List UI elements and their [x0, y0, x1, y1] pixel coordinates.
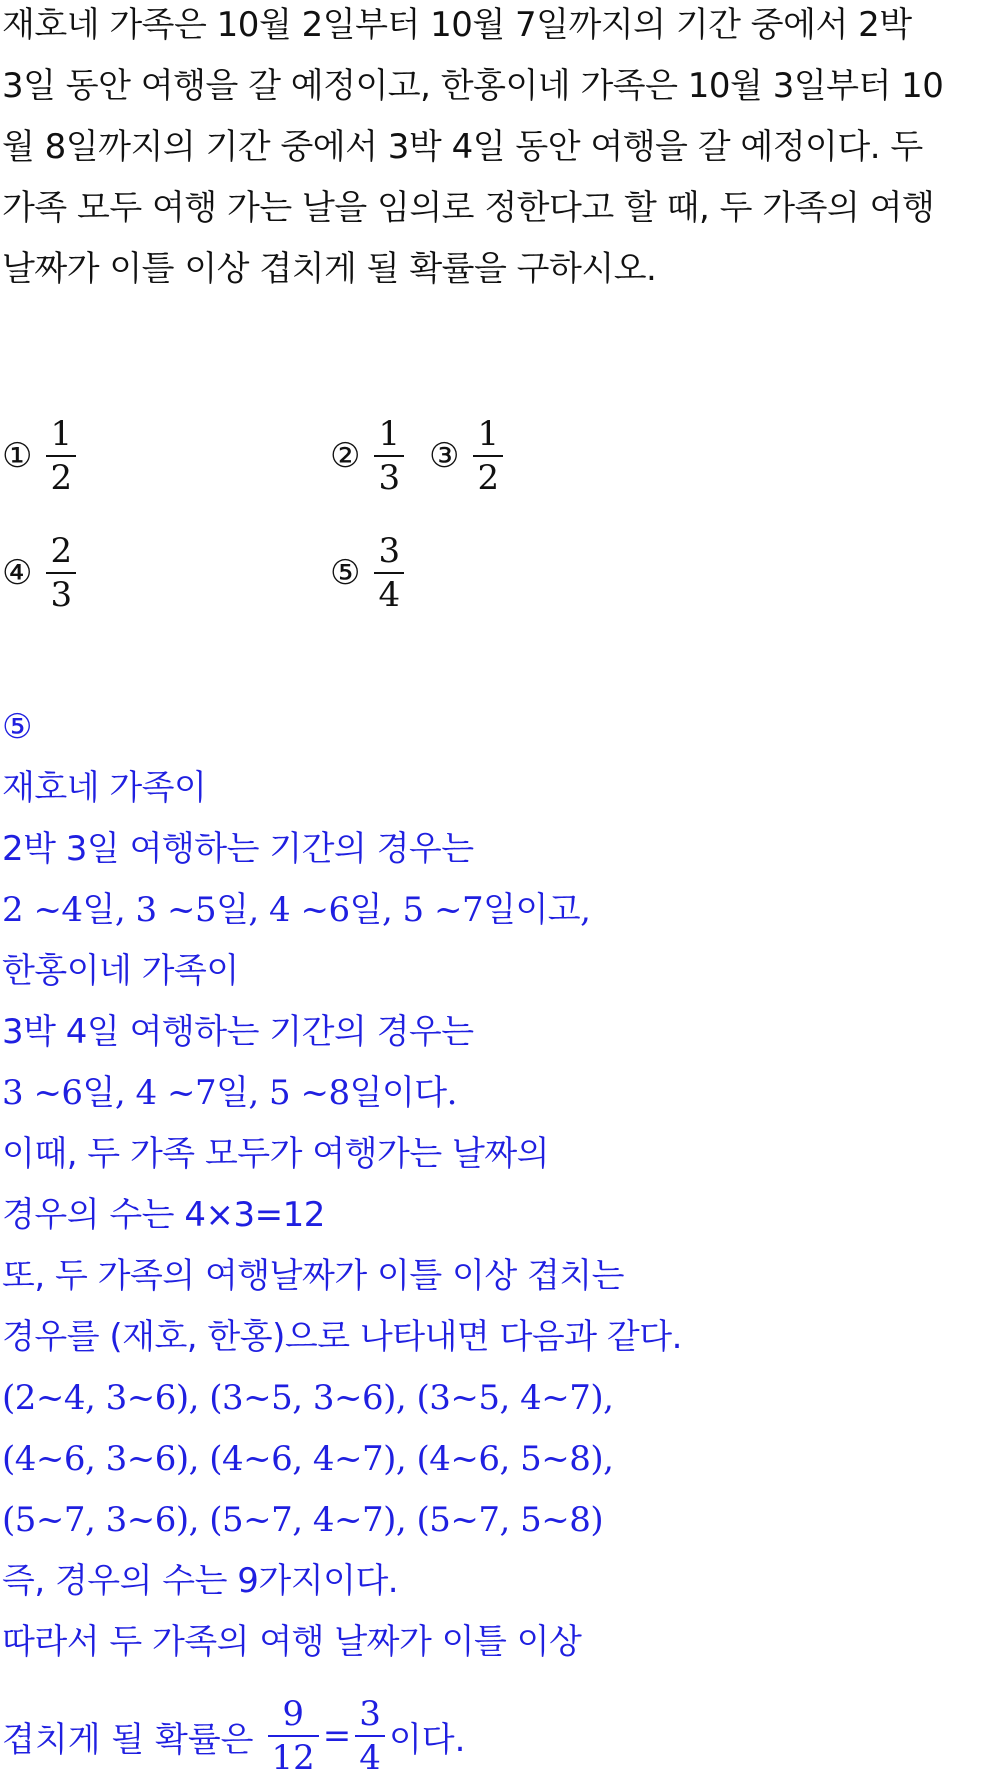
final-fraction-2 [355, 1693, 385, 1779]
solution-line: (4~6, 3~6), (4~6, 4~7), (4~6, 5~8), [2, 1439, 614, 1479]
solution-line: 이때, 두 가족 모두가 여행가는 날짜의 [2, 1134, 550, 1174]
question-line: 3일 동안 여행을 갈 예정이고, 한홍이네 가족은 10월 3일부터 10 [2, 66, 944, 106]
solution-line: 따라서 두 가족의 여행 날짜가 이틀 이상 [2, 1622, 582, 1662]
choice-fraction [473, 413, 503, 499]
fraction-denominator: 3 [378, 458, 401, 498]
answer-marker: ⑤ [2, 707, 32, 747]
solution-line: 3 ~6일, 4 ~7일, 5 ~8일이다. [2, 1073, 457, 1113]
solution-line: (5~7, 3~6), (5~7, 4~7), (5~7, 5~8) [2, 1500, 604, 1540]
solution-line: 또, 두 가족의 여행날짜가 이틀 이상 겹치는 [2, 1256, 624, 1296]
choice-marker: ① [2, 436, 33, 476]
final-suffix: 이다. [388, 1719, 466, 1760]
equals-sign: = [322, 1716, 352, 1756]
question-text [2, 0, 992, 305]
fraction-denominator: 4 [378, 575, 401, 615]
choice-fraction [374, 413, 404, 499]
choice-marker: ② [330, 436, 361, 476]
choice-3[interactable] [429, 413, 503, 499]
choice-5[interactable] [330, 530, 404, 616]
question-line: 월 8일까지의 기간 중에서 3박 4일 동안 여행을 갈 예정이다. 두 [2, 127, 923, 167]
fraction-numerator: 2 [50, 531, 73, 571]
solution-line: 2박 3일 여행하는 기간의 경우는 [2, 829, 474, 869]
solution-line: 즉, 경우의 수는 9가지이다. [2, 1561, 399, 1601]
fraction-numerator: 3 [359, 1694, 381, 1734]
final-fraction-1 [268, 1693, 319, 1779]
choice-fraction [46, 413, 76, 499]
solution-line: 한홍이네 가족이 [2, 951, 239, 991]
choice-marker: ③ [429, 436, 460, 476]
choice-fraction [374, 530, 404, 616]
solution-line: 경우의 수는 4×3=12 [2, 1195, 325, 1235]
fraction-denominator: 2 [477, 458, 500, 498]
choice-fraction [46, 530, 76, 616]
fraction-denominator: 12 [271, 1738, 315, 1778]
choice-marker: ④ [2, 553, 33, 593]
solution-line: 경우를 (재호, 한홍)으로 나타내면 다음과 같다. [2, 1317, 682, 1357]
final-answer-line [2, 1693, 465, 1779]
final-prefix: 겹치게 될 확률은 [2, 1719, 254, 1760]
question-line: 날짜가 이틀 이상 겹치게 될 확률을 구하시오. [2, 249, 657, 289]
choice-marker: ⑤ [330, 553, 361, 593]
fraction-numerator: 3 [378, 531, 401, 571]
solution-line: (2~4, 3~6), (3~5, 3~6), (3~5, 4~7), [2, 1378, 614, 1418]
choice-4[interactable] [2, 530, 76, 616]
fraction-denominator: 4 [359, 1738, 381, 1778]
fraction-denominator: 2 [50, 458, 73, 498]
solution-line: 3박 4일 여행하는 기간의 경우는 [2, 1012, 474, 1052]
solution-line: 재호네 가족이 [2, 768, 207, 808]
fraction-numerator: 1 [378, 414, 401, 454]
fraction-numerator: 9 [282, 1694, 304, 1734]
solution-line: 2 ~4일, 3 ~5일, 4 ~6일, 5 ~7일이고, [2, 890, 591, 930]
fraction-numerator: 1 [50, 414, 73, 454]
choice-1[interactable] [2, 413, 76, 499]
fraction-denominator: 3 [50, 575, 73, 615]
choice-2[interactable] [330, 413, 404, 499]
question-line: 가족 모두 여행 가는 날을 임의로 정한다고 할 때, 두 가족의 여행 [2, 188, 935, 228]
question-line: 재호네 가족은 10월 2일부터 10월 7일까지의 기간 중에서 2박 [2, 5, 912, 45]
fraction-numerator: 1 [477, 414, 500, 454]
